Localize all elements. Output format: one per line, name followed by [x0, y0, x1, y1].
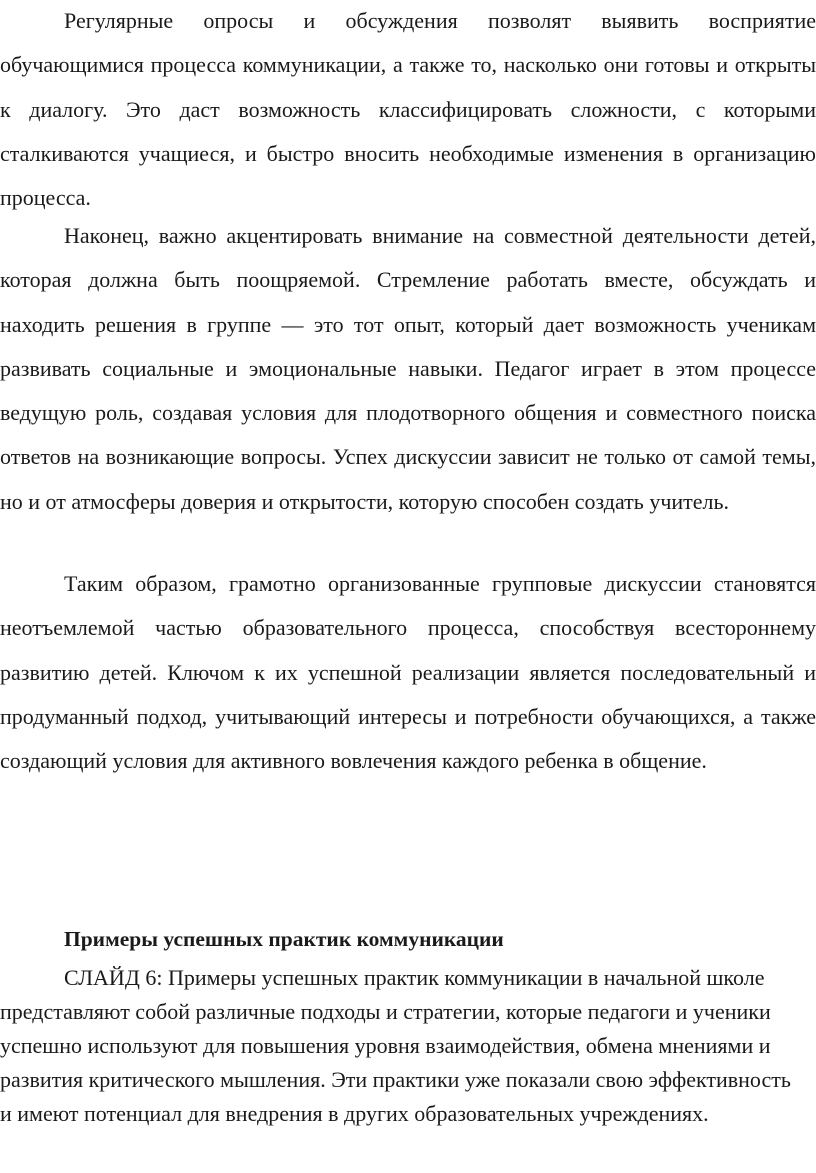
body-paragraph-conclusion: Таким образом, грамотно организованные групповые дискуссии становятся неотъемлемой частью образовательного процесса, способствуя всестороннему развитию детей. Ключом к их успешной реализации является последовательный и продуманный подход, учитывающий интересы и потребности обучающихся, а также создающий условия для активного вовлечения каждого ребенка в общение.	[0, 571, 816, 774]
slide-paragraph: СЛАЙД 6: Примеры успешных практик коммуникации в начальной школе представляют собой различные подходы и стратегии, которые педагоги и ученики успешно используют для повышения уровня взаимодействия, обмена мнениями и развития критического мышления. Эти практики уже показали свою эффективность и имеют потенциал для внедрения в других образовательных учреждениях.	[0, 965, 791, 1126]
section-heading: Примеры успешных практик коммуникации	[64, 927, 504, 951]
body-paragraph-joint-activity: Наконец, важно акцентировать внимание на совместной деятельности детей, которая должна быть поощряемой. Стремление работать вместе, обсуждать и находить решения в группе — это тот опыт, который дает возможность ученикам развивать социальные и эмоциональные навыки. Педагог играет в этом процессе ведущую роль, создавая условия для плодотворного общения и совместного поиска ответов на возникающие вопросы. Успех дискуссии зависит не только от самой темы, но и от атмосферы доверия и открытости, которую способен создать учитель.	[0, 223, 816, 514]
body-paragraph-surveys: Регулярные опросы и обсуждения позволят выявить восприятие обучающимися процесса коммуникации, а также то, насколько они готовы и открыты к диалогу. Это даст возможность классифицировать сложности, с которыми сталкиваются учащиеся, и быстро вносить необходимые изменения в организацию процесса.	[0, 8, 816, 211]
